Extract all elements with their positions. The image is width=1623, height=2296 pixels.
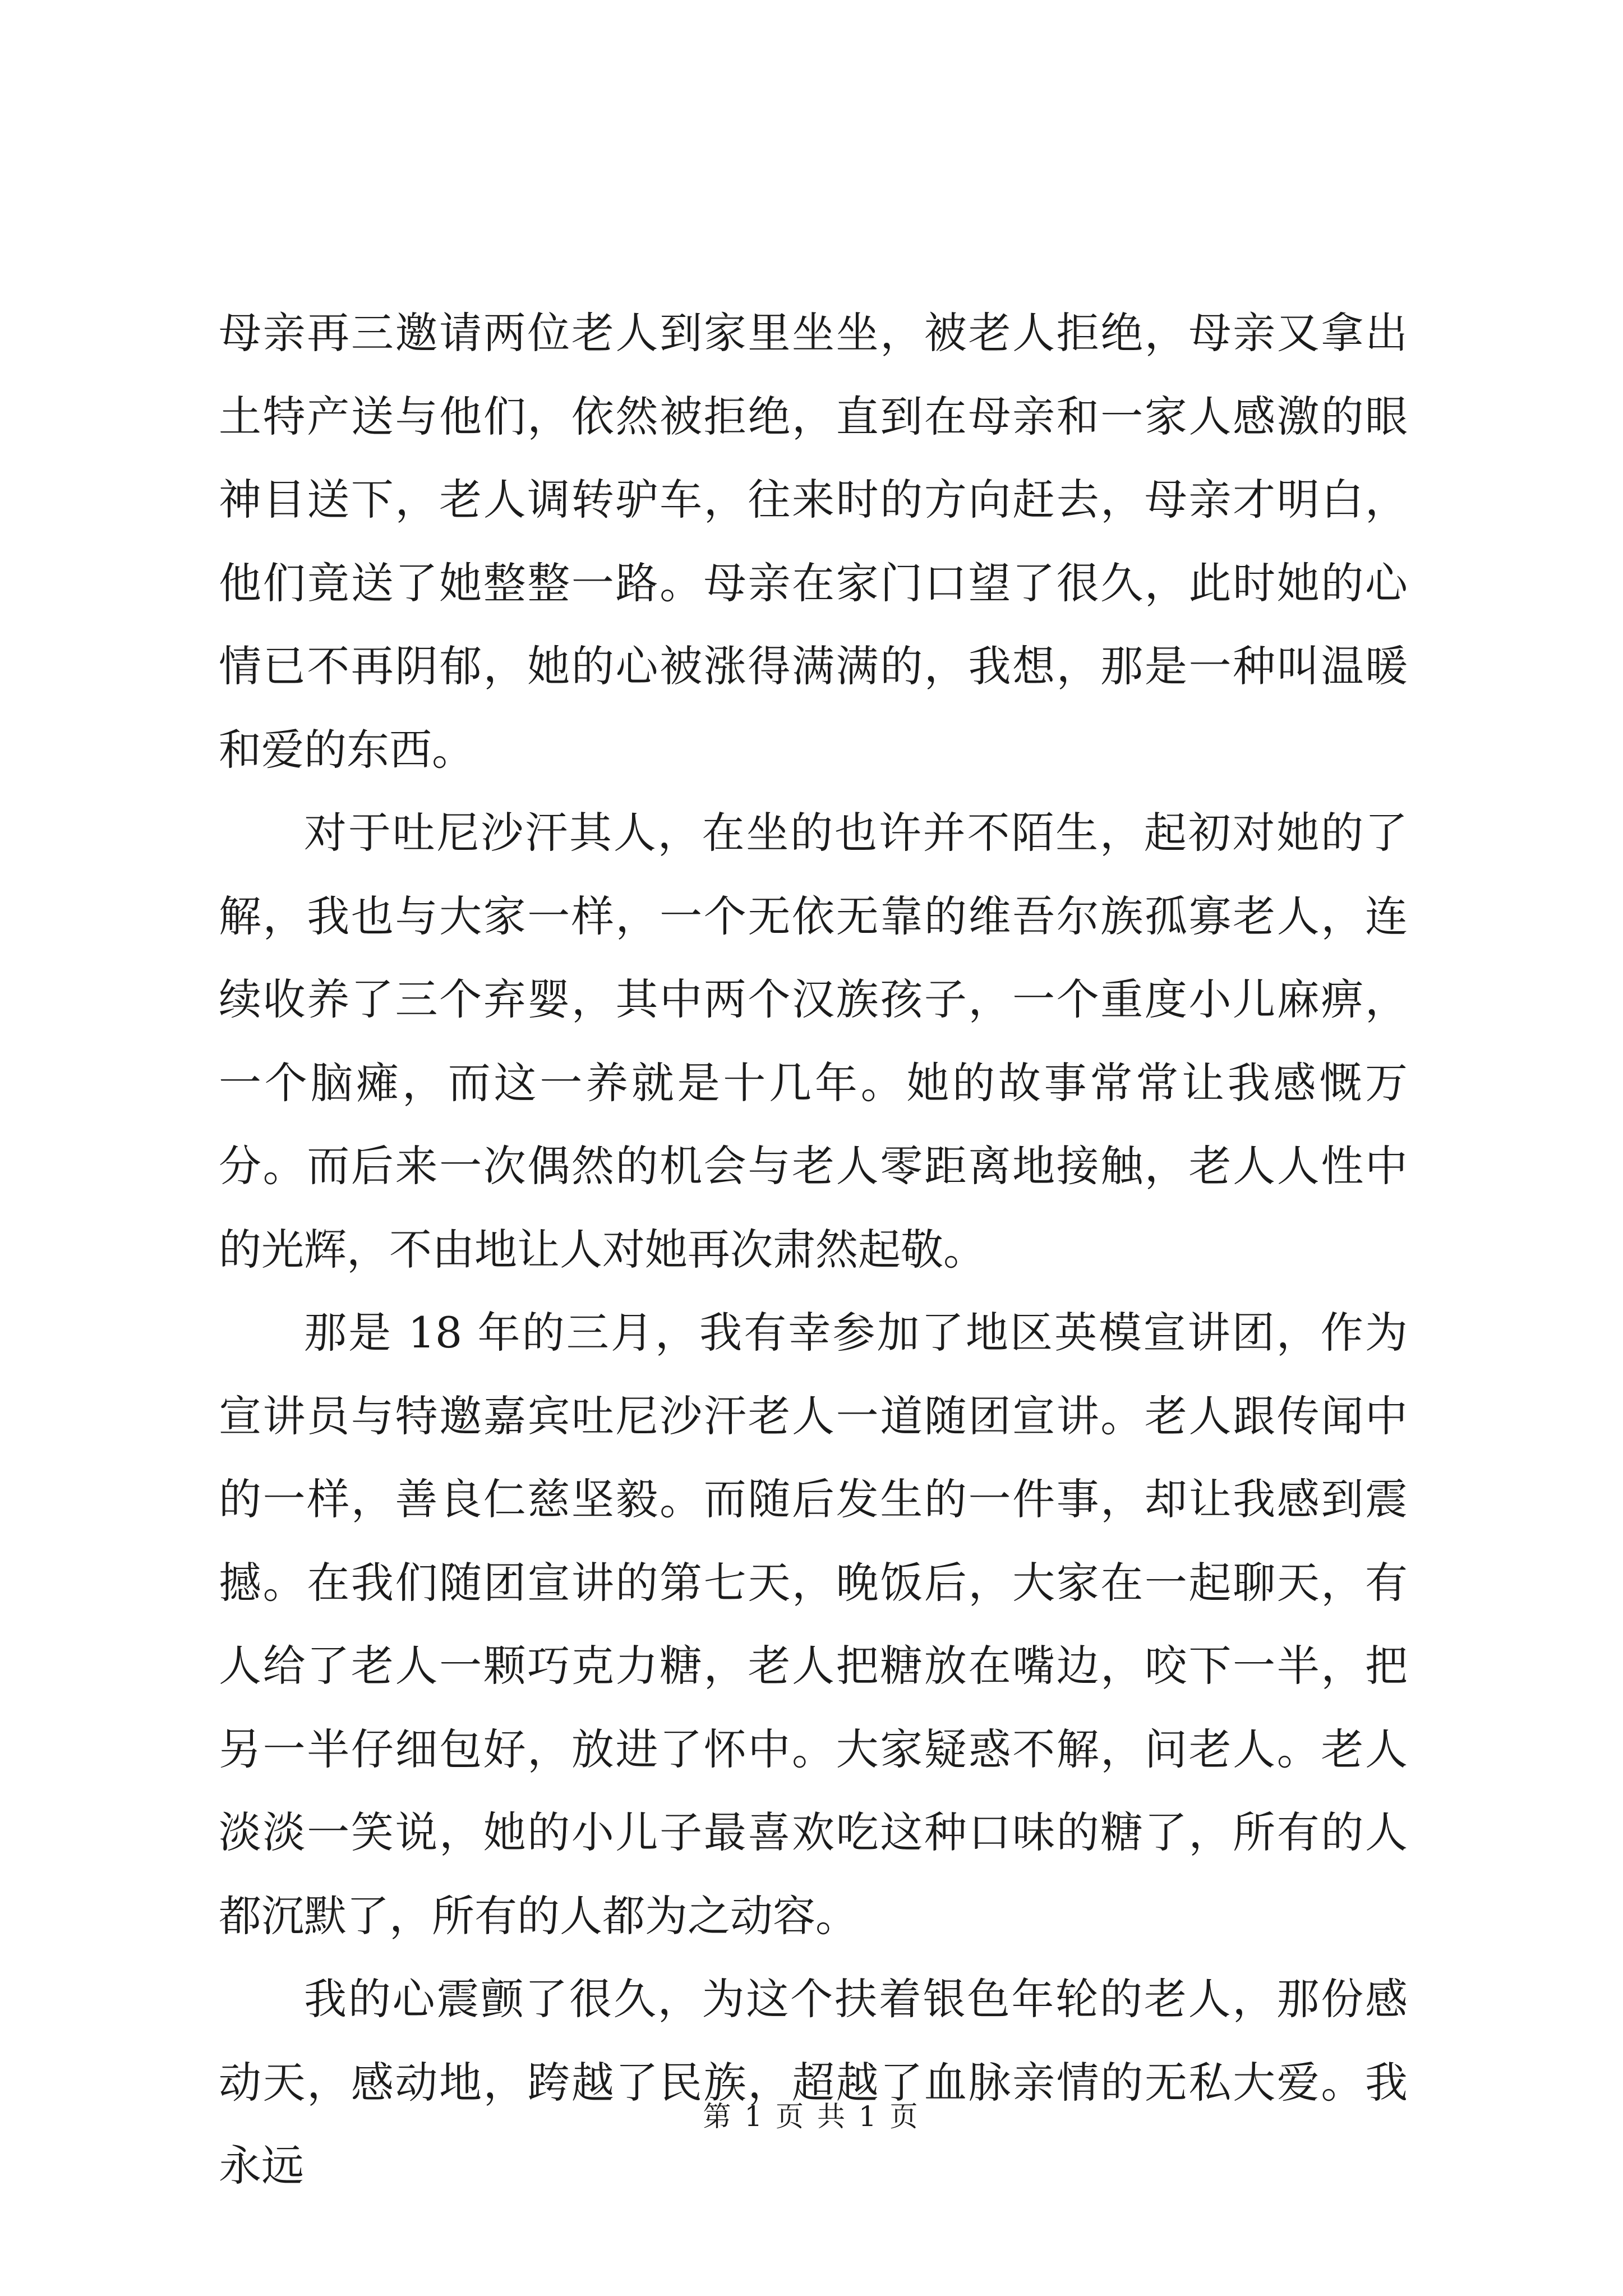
paragraph-3: 那是 18 年的三月，我有幸参加了地区英模宣讲团，作为宣讲员与特邀嘉宾吐尼沙汗老人一道随团宣讲。老人跟传闻中的一样，善良仁慈坚毅。而随后发生的一件事，却让我感到震撼。在我们随团宣讲的第七天，晚饭后，大家在一起聊天，有人给了老人一颗巧克力糖，老人把糖放在嘴边，咬下一半，把另一半仔细包好，放进了怀中。大家疑惑不解，问老人。老人淡淡一笑说，她的小儿子最喜欢吃这种口味的糖了，所有的人都沉默了，所有的人都为之动容。 <box>219 1308 1408 1941</box>
paragraph-1: 母亲再三邀请两位老人到家里坐坐，被老人拒绝，母亲又拿出土特产送与他们，依然被拒绝，直到在母亲和一家人感激的眼神目送下，老人调转驴车，往来时的方向赶去，母亲才明白，他们竟送了她整整一路。母亲在家门口望了很久，此时她的心情已不再阴郁，她的心被涨得满满的，我想，那是一种叫温暖和爱的东西。 <box>219 308 1408 775</box>
document-body <box>219 292 1408 2208</box>
paragraph-2: 对于吐尼沙汗其人，在坐的也许并不陌生，起初对她的了解，我也与大家一样，一个无依无靠的维吾尔族孤寡老人，连续收养了三个弃婴，其中两个汉族孩子，一个重度小儿麻痹，一个脑瘫，而这一养就是十几年。她的故事常常让我感慨万分。而后来一次偶然的机会与老人零距离地接触，老人人性中的光辉，不由地让人对她再次肃然起敬。 <box>219 808 1408 1274</box>
paragraph-4: 我的心震颤了很久，为这个扶着银色年轮的老人，那份感动天，感动地，跨越了民族，超越了血脉亲情的无私大爱。我永远 <box>219 1974 1408 2191</box>
page-footer: 第 1 页 共 1 页 <box>703 2100 920 2133</box>
